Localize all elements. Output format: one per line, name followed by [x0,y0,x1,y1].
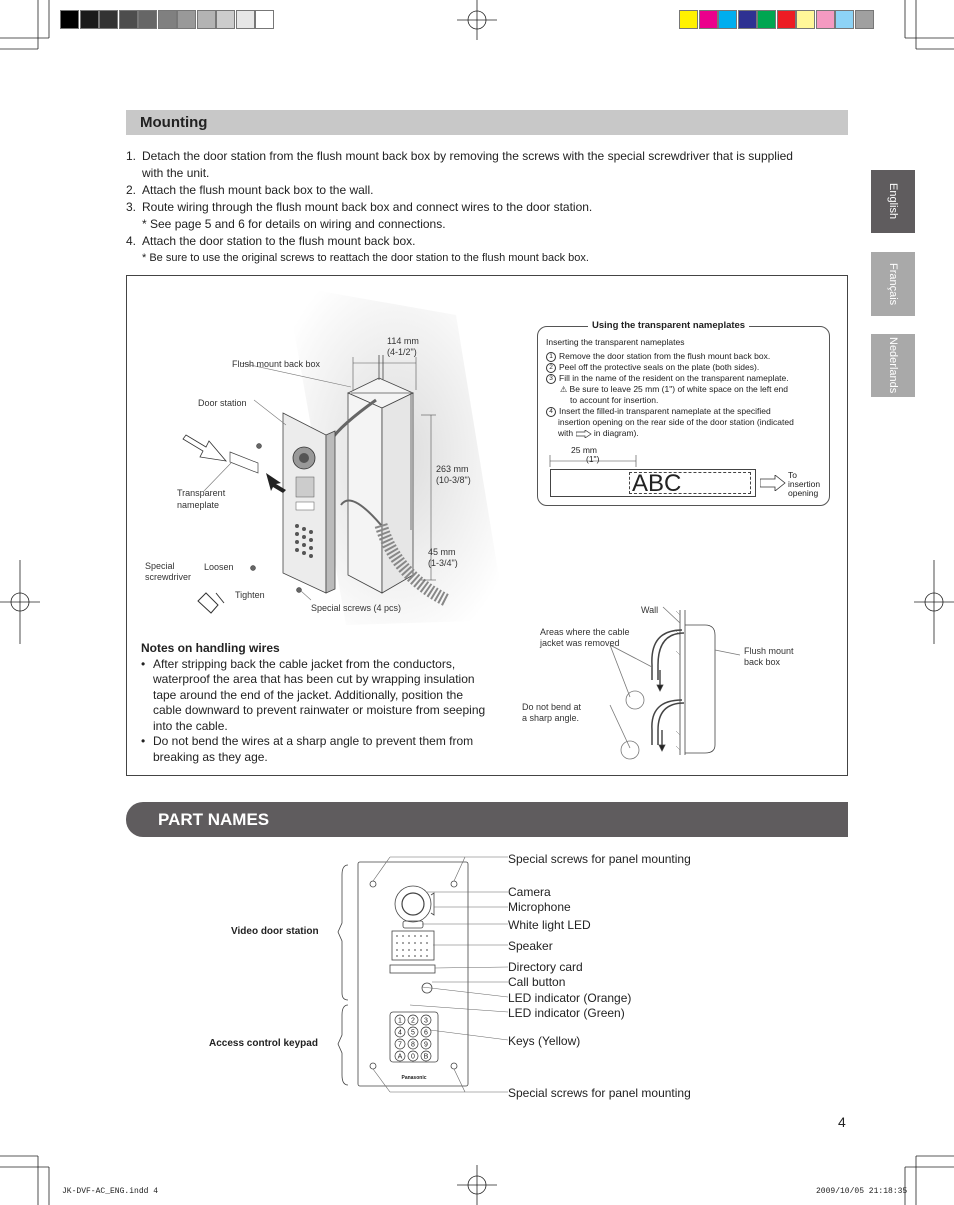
nameplate-sample-text: ABC [629,472,751,494]
keypad-key-label: 5 [411,1029,415,1037]
part-names-heading-bar [126,802,848,837]
tab-nederlands[interactable]: Nederlands [871,334,915,397]
insertion-arrow-icon [760,475,786,491]
label-height-in: (10-3/8") [436,475,471,485]
label-wall: Wall [641,605,659,615]
nameplates-subtitle: Inserting the transparent nameplates [546,337,685,347]
nameplates-step-3: 3 Fill in the name of the resident on the transparent nameplate. [546,373,789,384]
insertion-label-2: insertion [788,479,821,489]
step-1-cont: with the unit. [142,166,210,180]
step-4: 4. Attach the door station to the flush mount back box. [126,234,416,248]
label-width-mm: 114 mm [387,336,419,346]
page-number: 4 [838,1114,846,1130]
part-names-illustration [330,855,510,1105]
label-depth-in: (1-3/4") [428,558,458,568]
label-nameplate-2: nameplate [177,500,220,510]
step-3-note: * See page 5 and 6 for details on wiring and connections. [142,217,446,231]
label-loosen: Loosen [204,562,234,572]
keypad-key-label: B [423,1053,429,1061]
brand-logo: Panasonic [401,1075,427,1081]
label-directory-card: Directory card [508,960,583,974]
footer-right: 2009/10/05 21:18:35 [816,1187,908,1196]
wire-note-2: • Do not bend the wires at a sharp angle to prevent them from breaking as they age. [141,734,491,765]
label-camera: Camera [508,885,551,899]
label-screws-top: Special screws for panel mounting [508,852,691,866]
nameplate-sample [550,469,756,497]
mounting-heading-bar [126,110,848,135]
keypad-key-label: 9 [424,1041,428,1049]
nameplates-warning-2: to account for insertion. [570,395,659,405]
label-flush-mount-1: Flush mount [744,646,794,656]
step-3: 3. Route wiring through the flush mount back box and connect wires to the door station. [126,200,593,214]
tab-english[interactable]: English [871,170,915,233]
nameplates-dim-in: (1") [586,454,600,464]
nameplates-step-2: 2 Peel off the protective seals on the plate (both sides). [546,362,759,373]
keypad-key-label: 2 [411,1017,415,1025]
part-names-heading: PART NAMES [158,810,270,829]
label-flush-box: Flush mount back box [232,359,321,369]
keypad-key-label: 7 [398,1041,402,1049]
label-flush-mount-2: back box [744,657,781,667]
label-door-station: Door station [198,398,247,408]
tab-francais[interactable]: Français [871,252,915,316]
step-4-note: * Be sure to use the original screws to reattach the door station to the flush mount back box. [142,252,589,264]
nameplates-step-4: 4 Insert the filled-in transparent nameplate at the specified [546,406,771,417]
step-2: 2. Attach the flush mount back box to the wall. [126,183,374,197]
label-led-green: LED indicator (Green) [508,1006,625,1020]
label-screwdriver-1: Special [145,561,175,571]
insertion-label-3: opening [788,488,819,498]
label-nameplate-1: Transparent [177,488,226,498]
label-special-screws: Special screws (4 pcs) [311,603,402,613]
label-width-in: (4-1/2") [387,347,417,357]
label-led-orange: LED indicator (Orange) [508,991,632,1005]
wire-notes [141,641,491,765]
label-tighten: Tighten [235,590,265,600]
mounting-heading: Mounting [140,114,208,131]
label-speaker: Speaker [508,939,553,953]
keypad-key-label: 8 [411,1041,415,1049]
label-screwdriver-2: screwdriver [145,572,192,582]
label-call-button: Call button [508,975,566,989]
wire-note-1: • After stripping back the cable jacket from the conductors, waterproof the area that has been cut by wrapping insulation tape around the end of the jacket. Additionally, position the cable downward to prevent rainwater or moisture from seeping into the cable. [141,657,491,735]
keypad-key-label: A [397,1053,403,1061]
label-bend-1: Do not bend at [522,702,582,712]
label-screws-bottom: Special screws for panel mounting [508,1086,691,1100]
keypad-key-label: 0 [411,1053,415,1061]
step-1: 1. Detach the door station from the flush mount back box by removing the screws with the special screwdriver that is supplied [126,149,793,163]
label-areas-1: Areas where the cable [540,627,630,637]
label-microphone: Microphone [508,900,571,914]
nameplates-step-1: 1 Remove the door station from the flush mount back box. [546,351,770,362]
hollow-arrow-icon [576,430,592,438]
mounting-steps [126,148,846,267]
label-depth-mm: 45 mm [428,547,456,557]
nameplates-step-4-2: insertion opening on the rear side of the door station (indicated [558,417,794,427]
nameplates-warning: ⚠ Be sure to leave 25 mm (1") of white space on the left end [560,384,789,394]
label-keys: Keys (Yellow) [508,1034,581,1048]
nameplates-step-4-3: with in diagram). [558,428,639,438]
label-areas-2: jacket was removed [540,638,620,648]
insertion-label-1: To [788,470,797,480]
nameplates-dim-mm: 25 mm [571,445,597,455]
label-video-door-station: Video door station [231,926,319,937]
wire-notes-title: Notes on handling wires [141,641,280,655]
label-access-keypad: Access control keypad [209,1038,318,1049]
nameplates-box [537,320,830,506]
label-bend-2: a sharp angle. [522,713,580,723]
keypad-key-label: 3 [424,1017,428,1025]
label-height-mm: 263 mm [436,464,469,474]
nameplates-title: Using the transparent nameplates [588,320,749,331]
warning-icon: ⚠ [560,385,568,394]
keypad-key-label: 4 [398,1029,402,1037]
keypad-key-label: 6 [424,1029,428,1037]
keypad-key-label: 1 [398,1017,402,1025]
footer-left: JK-DVF-AC_ENG.indd 4 [62,1187,159,1196]
label-white-led: White light LED [508,918,591,932]
dimension-line [548,455,638,467]
